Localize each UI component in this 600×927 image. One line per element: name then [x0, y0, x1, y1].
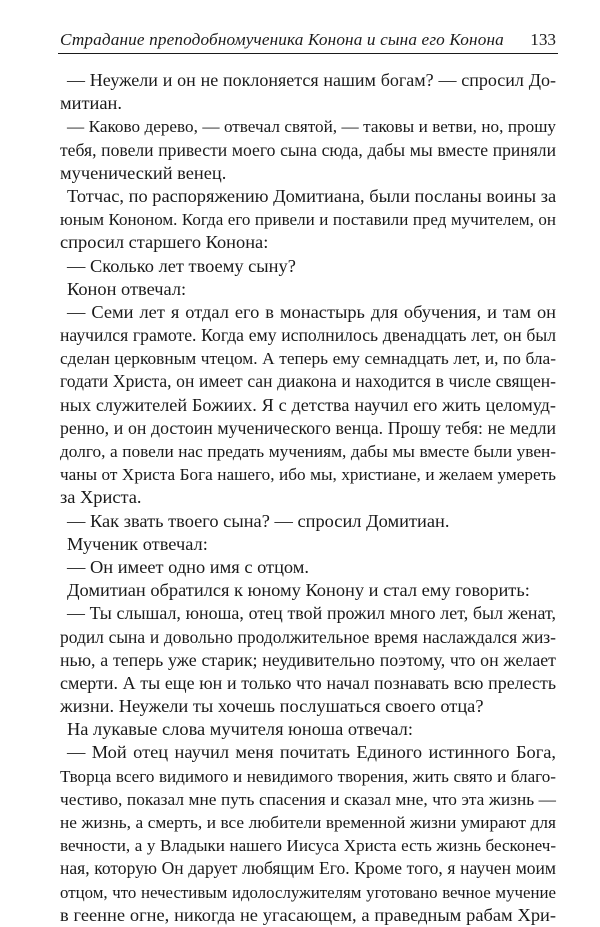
text-line: — Сколько лет твоему сыну? — [67, 255, 296, 276]
text-line: На лукавые слова мучителя юноша отвечал: — [67, 719, 413, 740]
text-line: вечности, а у Владыки нашего Иисуса Христа есть жизнь бесконеч- — [60, 836, 556, 856]
text-line: Домитиан обратился к юному Конону и стал ему говорить: — [67, 580, 530, 601]
running-header — [58, 29, 558, 54]
text-line: митиан. — [60, 93, 122, 114]
text-line: жизни. Неужели ты хочешь послушаться своего отца? — [60, 696, 484, 717]
text-line: смерти. А ты еще юн и только что начал познавать всю прелесть — [60, 672, 556, 693]
text-line: ных служителей Божиих. Я с детства научил его жить целомуд- — [60, 394, 556, 415]
text-line: честиво, показал мне путь спасения и сказал мне, что эта жизнь — — [60, 789, 556, 809]
text-line: — Мой отец научил меня почитать Единого истинного Бога, — [67, 742, 556, 763]
text-line: родил сына и довольно продолжительное время наслаждался жиз- — [60, 626, 556, 647]
text-line: долго, а повели нас предать мучениям, дабы мы вместе были увен- — [60, 442, 556, 461]
running-title: Страдание преподобномученика Конона и сына его Конона — [60, 30, 504, 49]
text-line: ная, которую Он дарует любящим Его. Кроме того, я научен моим — [60, 858, 556, 879]
text-line: тебя, повели привести моего сына сюда, дабы мы вместе приняли — [60, 139, 556, 160]
text-line: не жизнь, а смерть, и все любители временной жизни умирают для — [60, 813, 556, 832]
text-line: — Он имеет одно имя с отцом. — [67, 556, 310, 577]
text-line: Конон отвечал: — [67, 278, 187, 299]
text-line: — Семи лет я отдал его в монастырь для обучения, и там он — [67, 301, 556, 322]
text-line: — Ты слышал, юноша, отец твой прожил много лет, был женат, — [67, 603, 556, 624]
text-line: — Каково дерево, — отвечал святой, — таковы и ветви, но, прошу — [67, 117, 556, 137]
text-line: Творца всего видимого и невидимого творения, жить свято и благо- — [60, 766, 556, 786]
text-line: научился грамоте. Когда ему исполнилось двенадцать лет, он был — [60, 325, 556, 346]
text-line: нью, а теперь уже старик; неудивительно поэтому, что он желает — [60, 649, 556, 670]
text-line: за Христа. — [60, 487, 142, 508]
text-line: — Неужели и он не поклоняется нашим богам? — спросил До- — [67, 70, 556, 90]
text-line: мученический венец. — [60, 162, 227, 183]
text-line: ренно, и он достоин мученического венца. Прошу тебя: не медли — [60, 417, 556, 438]
text-line: чаны от Христа Бога нашего, ибо мы, христиане, и желаем умереть — [60, 465, 556, 485]
text-line: спросил старшего Конона: — [60, 232, 269, 253]
text-line: годати Христа, он имеет сан диакона и находится в числе священ- — [60, 371, 556, 392]
page-number: 133 — [530, 30, 556, 49]
text-line: Мученик отвечал: — [67, 533, 208, 554]
text-line: сделан церковным чтецом. А теперь ему семнадцать лет, и, по бла- — [60, 349, 556, 369]
body-text — [60, 69, 556, 927]
text-line: Тотчас, по распоряжению Домитиана, были посланы воины за — [67, 185, 557, 206]
text-line: в геенне огне, никогда не угасающем, а праведным рабам Хри- — [60, 904, 556, 925]
text-line: отцом, что нечестивым идолослужителям уготовано вечное мучение — [60, 882, 556, 902]
text-line: юным Кононом. Когда его привели и поставили пред мучителем, он — [60, 210, 556, 230]
text-line: — Как звать твоего сына? — спросил Домитиан. — [67, 510, 450, 531]
